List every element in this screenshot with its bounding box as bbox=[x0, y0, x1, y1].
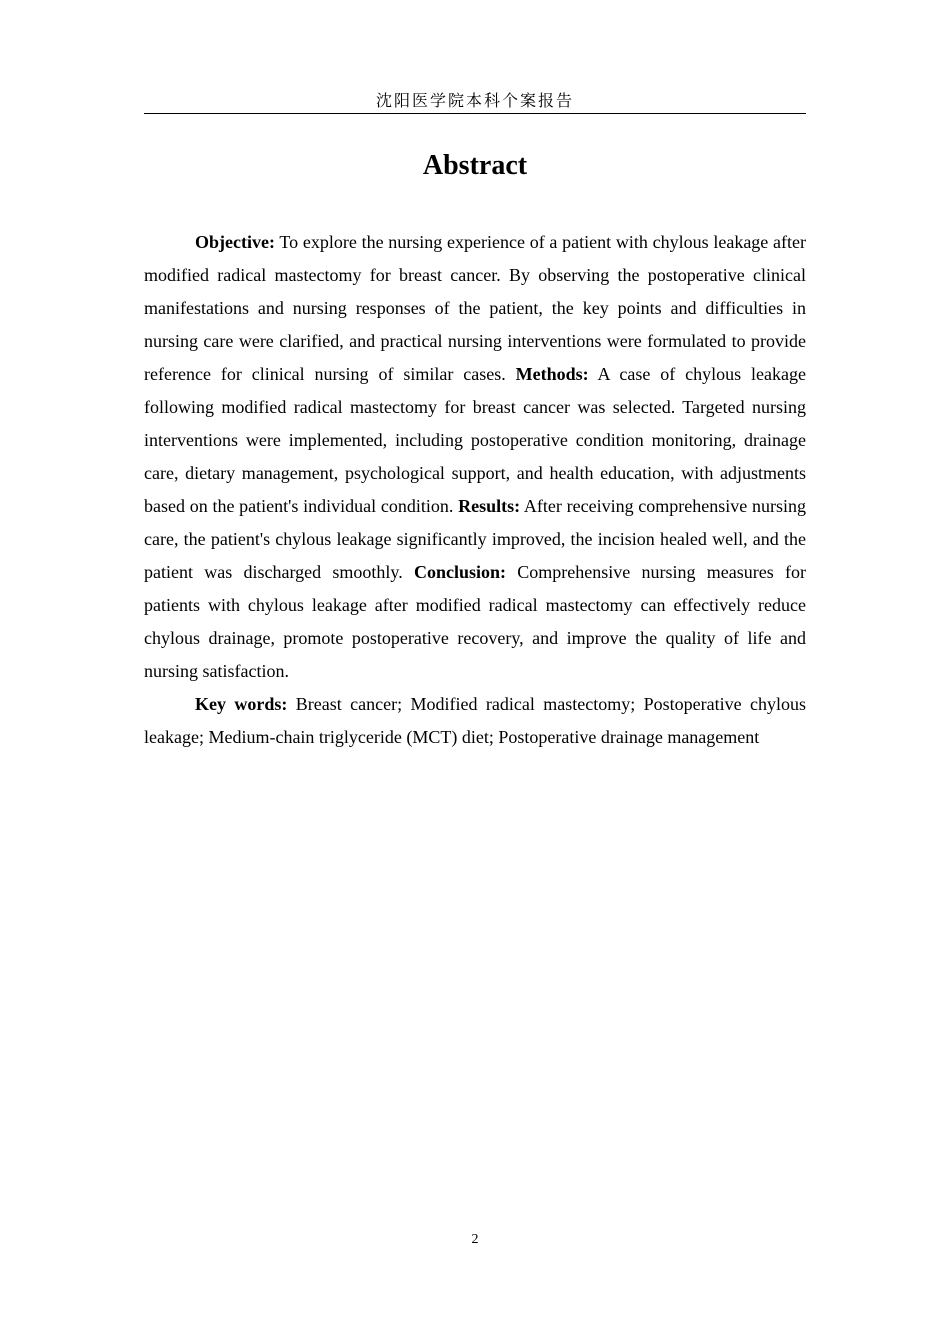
results-label: Results: bbox=[458, 496, 521, 516]
page-number: 2 bbox=[471, 1232, 479, 1247]
keywords-text: Breast cancer; Modified radical mastectomy; Postoperative chylous leakage; Medium-chain triglyceride (MCT) diet; Postoperative drainage management bbox=[144, 694, 807, 747]
keywords-paragraph bbox=[144, 688, 806, 754]
page-title: Abstract bbox=[422, 150, 528, 181]
keywords-label: Key words: bbox=[195, 694, 288, 714]
header-rule bbox=[144, 113, 806, 114]
methods-text: A case of chylous leakage following modified radical mastectomy for breast cancer was selected. Targeted nursing interventions were implemented, including postoperative condition monitoring, drainage care, dietary management, psychological support, and health education, with adjustments based on the patient's individual condition. bbox=[144, 364, 806, 516]
objective-text: To explore the nursing experience of a patient with chylous leakage after modified radical mastectomy for breast cancer. By observing the postoperative clinical manifestations and nursing responses of the patient, the key points and difficulties in nursing care were clarified, and practical nursing interventions were formulated to provide reference for clinical nursing of similar cases. bbox=[144, 232, 806, 384]
methods-label: Methods: bbox=[515, 364, 589, 384]
results-text: After receiving comprehensive nursing care, the patient's chylous leakage significantly improved, the incision healed well, and the patient was discharged smoothly. bbox=[144, 496, 807, 582]
abstract-body bbox=[144, 226, 806, 754]
conclusion-label: Conclusion: bbox=[414, 562, 507, 582]
running-header: 沈阳医学院本科个案报告 bbox=[375, 91, 574, 110]
objective-label: Objective: bbox=[195, 232, 275, 252]
conclusion-text: Comprehensive nursing measures for patients with chylous leakage after modified radical mastectomy can effectively reduce chylous drainage, promote postoperative recovery, and improve the quality of life and nursing satisfaction. bbox=[144, 562, 807, 681]
abstract-paragraph bbox=[144, 226, 806, 688]
